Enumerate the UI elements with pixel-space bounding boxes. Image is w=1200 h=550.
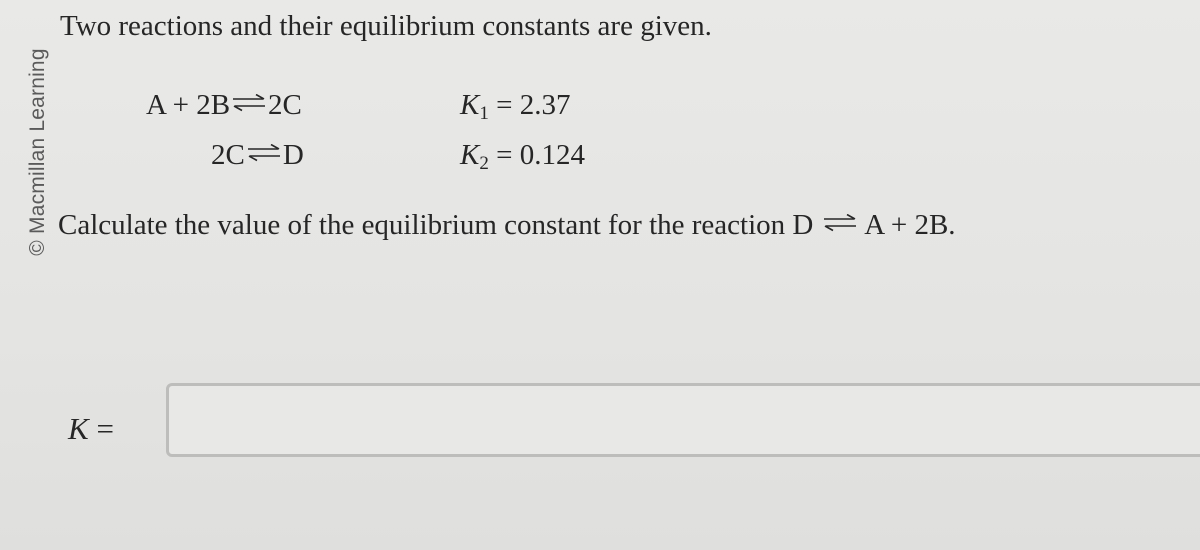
reaction-1-products: 2C: [268, 89, 302, 121]
k1-subscript: 1: [479, 103, 489, 124]
reaction-2-reactants: 2C: [211, 139, 245, 171]
k1-value: [460, 89, 570, 125]
equilibrium-arrow-icon: [247, 144, 281, 162]
k2-subscript: 2: [479, 153, 489, 174]
question-body: Calculate the value of the equilibrium constant for the reaction D: [58, 209, 814, 241]
answer-equals: =: [96, 411, 114, 446]
equilibrium-arrow-icon: [232, 94, 266, 112]
equilibrium-arrow-icon: [823, 214, 857, 232]
answer-label: [68, 411, 114, 447]
reaction-1: [146, 89, 302, 122]
question-text: [58, 209, 956, 242]
k2-symbol: K: [460, 139, 480, 171]
reaction-1-reactants: A + 2B: [146, 89, 231, 121]
k2-number: = 0.124: [496, 139, 585, 171]
question-products: A + 2B.: [864, 209, 956, 241]
k1-symbol: K: [460, 89, 480, 121]
reaction-2: [211, 139, 304, 172]
reaction-2-products: D: [282, 139, 304, 171]
k1-number: = 2.37: [496, 89, 571, 121]
problem-prompt: Two reactions and their equilibrium constants are given.: [60, 10, 712, 42]
k2-value: [460, 139, 585, 175]
copyright-watermark: © Macmillan Learning: [26, 48, 49, 256]
answer-input[interactable]: [166, 383, 1200, 457]
answer-k-symbol: K: [68, 411, 89, 446]
